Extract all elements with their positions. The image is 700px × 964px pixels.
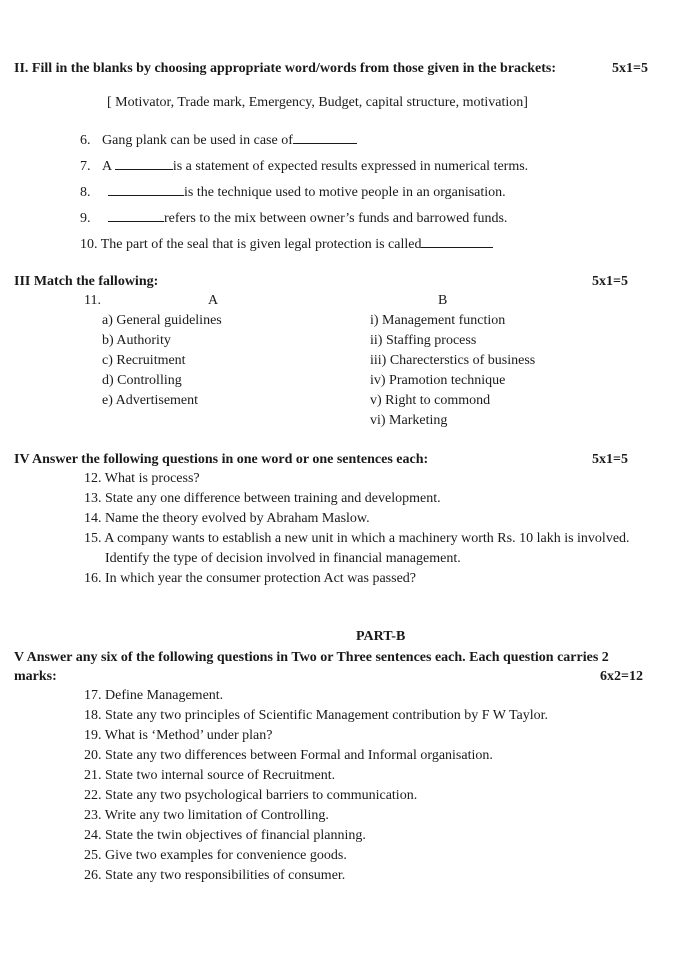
question-14: 14. Name the theory evolved by Abraham Maslow. <box>84 511 370 526</box>
part-b-title: PART-B <box>356 629 406 644</box>
word-options: [ Motivator, Trade mark, Emergency, Budget, capital structure, motivation] <box>107 95 528 110</box>
question-15: 15. A company wants to establish a new unit in which a machinery worth Rs. 10 lakh is involved. <box>84 531 630 546</box>
section-4-heading: IV Answer the following questions in one word or one sentences each: <box>14 452 429 467</box>
question-10 <box>80 235 493 252</box>
question-19: 19. What is ‘Method’ under plan? <box>84 728 273 743</box>
section-3-heading: III Match the fallowing: <box>14 274 159 289</box>
part-b-marks: 6x2=12 <box>600 669 643 684</box>
part-b-heading-continued: marks: <box>14 669 57 684</box>
answer-blank <box>108 183 184 196</box>
question-26: 26. State any two responsibilities of consumer. <box>84 868 346 883</box>
list-item: v) Right to commond <box>370 393 491 408</box>
list-item: d) Controlling <box>102 373 182 388</box>
column-b-list <box>370 314 535 434</box>
question-number: 8. <box>80 185 91 200</box>
question-23: 23. Write any two limitation of Controlling. <box>84 808 329 823</box>
question-prefix: A <box>102 159 112 174</box>
question-6 <box>80 131 357 148</box>
column-a-list <box>102 314 222 414</box>
column-b-header: B <box>438 293 448 308</box>
list-item: c) Recruitment <box>102 353 186 368</box>
question-13: 13. State any one difference between training and development. <box>84 491 441 506</box>
section-4-marks: 5x1=5 <box>592 452 628 467</box>
question-number: 6. <box>80 133 91 148</box>
answer-blank <box>293 131 357 144</box>
column-a-header: A <box>208 293 219 308</box>
question-9 <box>80 209 507 226</box>
question-22: 22. State any two psychological barriers to communication. <box>84 788 418 803</box>
question-text: The part of the seal that is given legal protection is called <box>100 237 422 252</box>
part-b-questions <box>84 689 548 889</box>
question-11-number: 11. <box>84 293 101 308</box>
list-item: a) General guidelines <box>102 313 222 328</box>
question-text: refers to the mix between owner’s funds and barrowed funds. <box>164 211 508 226</box>
list-item: iv) Pramotion technique <box>370 373 506 388</box>
section-3-marks: 5x1=5 <box>592 274 628 289</box>
question-number: 7. <box>80 159 91 174</box>
question-20: 20. State any two differences between Formal and Informal organisation. <box>84 748 493 763</box>
answer-blank <box>421 235 493 248</box>
question-12: 12. What is process? <box>84 471 200 486</box>
question-text: is a statement of expected results expressed in numerical terms. <box>172 159 529 174</box>
question-15-continued: Identify the type of decision involved in financial management. <box>105 551 461 566</box>
question-21: 21. State two internal source of Recruitment. <box>84 768 336 783</box>
section-2-heading: II. Fill in the blanks by choosing appropriate word/words from those given in the brackets: <box>14 61 557 76</box>
question-text: is the technique used to motive people in an organisation. <box>184 185 506 200</box>
question-17: 17. Define Management. <box>84 688 224 703</box>
part-b-heading: V Answer any six of the following questions in Two or Three sentences each. Each question carries 2 <box>14 650 609 665</box>
question-text: Gang plank can be used in case of <box>102 133 293 148</box>
section-2-marks: 5x1=5 <box>612 61 648 76</box>
list-item: e) Advertisement <box>102 393 199 408</box>
question-25: 25. Give two examples for convenience goods. <box>84 848 347 863</box>
list-item: ii) Staffing process <box>370 333 477 348</box>
question-7 <box>80 157 528 174</box>
question-number: 9. <box>80 211 91 226</box>
list-item: b) Authority <box>102 333 171 348</box>
section-4-questions <box>84 472 630 592</box>
answer-blank <box>108 209 164 222</box>
question-16: 16. In which year the consumer protection Act was passed? <box>84 571 417 586</box>
question-8 <box>80 183 506 200</box>
question-18: 18. State any two principles of Scientific Management contribution by F W Taylor. <box>84 708 549 723</box>
list-item: vi) Marketing <box>370 413 448 428</box>
question-24: 24. State the twin objectives of financial planning. <box>84 828 366 843</box>
list-item: iii) Charecterstics of business <box>370 353 536 368</box>
answer-blank <box>115 157 173 170</box>
list-item: i) Management function <box>370 313 506 328</box>
question-number: 10. <box>80 237 98 252</box>
